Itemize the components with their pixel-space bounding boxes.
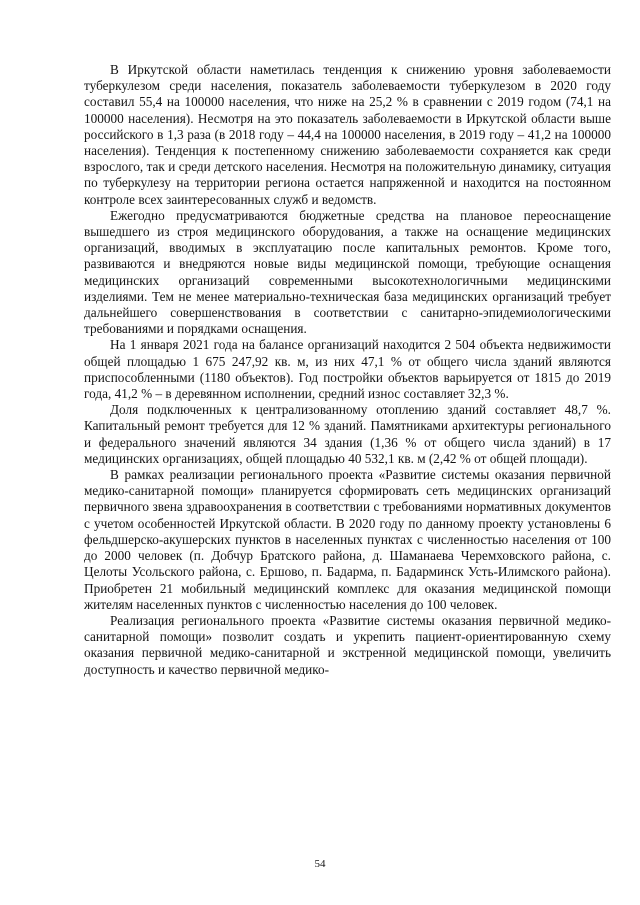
page-number: 54 xyxy=(314,858,326,870)
document-page xyxy=(84,62,611,678)
paragraph-project-implementation: Реализация регионального проекта «Развитие системы оказания первичной медико-санитарной помощи» позволит создать и укрепить пациент-ориентированную схему оказания первичной медико-санитарной и экстренной медицинской помощи, увеличить доступность и качество первичной медико- xyxy=(84,612,611,677)
paragraph-equipment: Ежегодно предусматриваются бюджетные средства на плановое переоснащение вышедшего из строя медицинского оборудования, а также на оснащение медицинских организаций, вводимых в эксплуатацию после капитальных ремонтов. Кроме того, развиваются и внедряются новые виды медицинской помощи, требующие оснащения медицинских организаций современными высокотехнологичными медицинскими изделиями. Тем не менее материально-техническая база медицинских организаций требует дальнейшего совершенствования в соответствии с санитарно-эпидемиологическими требованиями и порядками оснащения. xyxy=(84,207,611,337)
paragraph-real-estate: На 1 января 2021 года на балансе организаций находится 2 504 объекта недвижимости общей площадью 1 675 247,92 кв. м, из них 47,1 % от общего числа зданий являются приспособленными (1180 объектов). Год постройки объектов варьируется от 1815 до 2019 года, 41,2 % – в деревянном исполнении, средний износ составляет 32,3 %. xyxy=(84,337,611,402)
paragraph-regional-project: В рамках реализации регионального проекта «Развитие системы оказания первичной медико-санитарной помощи» планируется сформировать сеть медицинских организаций первичного звена здравоохранения в соответствии с требованиями нормативных документов с учетом особенностей Иркутской области. В 2020 году по данному проекту установлены 6 фельдшерско-акушерских пунктов в населенных пунктах с численностью населения от 100 до 2000 человек (п. Добчур Братского района, д. Шаманаева Черемховского района, с. Целоты Усольского района, с. Ершово, п. Бадарма, п. Бадарминск Усть-Илимского района). Приобретен 21 мобильный медицинский комплекс для оказания медицинской помощи жителям населенных пунктов с численностью населения до 100 человек. xyxy=(84,467,611,612)
paragraph-tuberculosis: В Иркутской области наметилась тенденция к снижению уровня заболеваемости туберкулезом среди населения, показатель заболеваемости туберкулезом в 2020 году составил 55,4 на 100000 населения, что ниже на 25,2 % в сравнении с 2019 годом (74,1 на 100000 населения). Несмотря на это показатель заболеваемости в Иркутской области выше российского в 1,3 раза (в 2018 году – 44,4 на 100000 населения, в 2019 году – 41,2 на 100000 населения). Тенденция к постепенному снижению заболеваемости сохраняется как среди взрослого, так и среди детского населения. Несмотря на положительную динамику, ситуация по туберкулезу на территории региона остается напряженной и находится на постоянном контроле всех заинтересованных служб и ведомств. xyxy=(84,62,611,207)
paragraph-heating: Доля подключенных к централизованному отоплению зданий составляет 48,7 %. Капитальный ремонт требуется для 12 % зданий. Памятниками архитектуры регионального и федерального значений являются 34 здания (1,36 % от общего числа зданий) в 17 медицинских организациях, общей площадью 40 532,1 кв. м (2,42 % от общей площади). xyxy=(84,402,611,466)
